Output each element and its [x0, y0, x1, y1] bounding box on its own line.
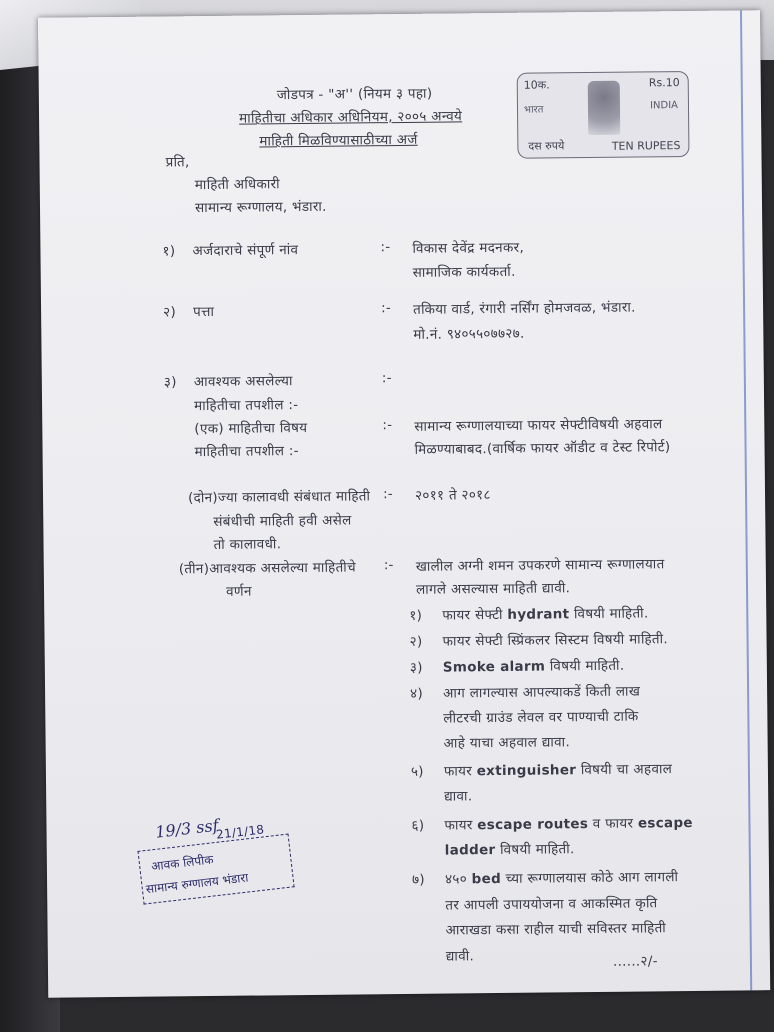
item7-line3: आराखडा कसा राहील याची सविस्तर माहिती	[445, 920, 667, 939]
item4-line2: लीटरची ग्राउंड लेवल वर पाण्याची टाकि	[443, 708, 639, 727]
header-line2: माहितीचा अधिकार अधिनियम, २००५ अन्वये	[239, 108, 463, 127]
field3a-value1: सामान्य रूग्णालयाच्या फायर सेफ्टीविषयी अहवाल	[414, 416, 663, 435]
header-line3: माहिती मिळविण्यासाठीच्या अर्ज	[259, 131, 418, 150]
item6-line2-b: विषयी माहिती.	[495, 841, 575, 859]
field3b-value: २०११ ते २०१८	[414, 487, 491, 504]
item5-number: ५)	[410, 763, 424, 780]
field3c-label1: (तीन)आवश्यक असलेल्या माहितीचे	[178, 559, 357, 578]
item6-line2-a: ladder	[444, 842, 496, 859]
field3a-label1: (एक) माहितीचा विषय	[194, 419, 308, 438]
item1-text	[442, 603, 648, 623]
seal-line1: आवक लिपीक	[150, 852, 215, 874]
item7-text	[445, 867, 678, 887]
field3a-value2: मिळण्याबाबद.(वार्षिक फायर ऑडीट व टेस्ट रिपोर्ट)	[414, 439, 671, 458]
field3-label1: आवश्यक असलेल्या	[193, 373, 293, 391]
item2-number: २)	[409, 633, 423, 650]
addressee-line2: सामान्य रूग्णालय, भंडारा.	[194, 198, 327, 217]
item7-text-c: च्या रूग्णालयास कोठे आग लागली	[500, 869, 679, 887]
field3c-value2: लागले असल्यास माहिती द्यावी.	[415, 580, 571, 598]
item6-text	[444, 813, 693, 834]
item6-number: ६)	[411, 817, 425, 834]
item5-text-b: extinguisher	[476, 762, 577, 780]
seal-line2: सामान्य रुग्णालय भंडारा	[145, 870, 250, 897]
field1-value2: सामाजिक कार्यकर्ता.	[412, 263, 516, 281]
header-line1: जोडपत्र - "अ'' (नियम ३ पहा)	[276, 85, 433, 104]
field3b-label3: तो कालावधी.	[213, 536, 282, 553]
item6-line2	[445, 839, 575, 858]
field3b-label1: (दोन)ज्या कालावधी संबंधात माहिती	[187, 488, 371, 507]
item3-text-b: विषयी माहिती.	[545, 657, 625, 675]
emblem-icon	[588, 81, 621, 135]
receipt-seal	[134, 807, 298, 909]
item1-text-c: विषयी माहिती.	[569, 605, 649, 623]
item6-text-d: escape	[637, 814, 693, 832]
item4-line1: आग लागल्यास आपल्याकडें किती लाख	[443, 683, 641, 702]
field2-value2: मो.नं. ९४०५५०७७२७.	[413, 325, 525, 343]
field2-value1: तकिया वार्ड, रंगारी नर्सिंग होमजवळ, भंडारा.	[413, 299, 636, 318]
addressee-prati: प्रति,	[165, 154, 190, 171]
item7-text-b: bed	[471, 870, 502, 888]
item3-text	[443, 656, 625, 676]
item2-text: फायर सेफ्टी स्प्रिंकलर सिस्टम विषयी माहिती.	[442, 631, 669, 650]
field3c-value1: खालील अग्नी शमन उपकरणे सामान्य रूग्णालयात	[415, 556, 665, 575]
field2-label: पत्ता	[193, 303, 215, 321]
field1-separator: :-	[380, 239, 391, 256]
stamp-bottom-right: TEN RUPEES	[611, 139, 681, 153]
item6-text-c: व फायर	[588, 815, 638, 833]
item7-line2: तर आपली उपाययोजना व आकस्मित कृति	[445, 895, 658, 914]
seal-signature: 19/3 ssf	[154, 815, 220, 842]
field1-label: अर्जदाराचे संपूर्ण नांव	[192, 242, 299, 260]
document-page	[38, 10, 770, 998]
item4-line3: आहे याचा अहवाल द्यावा.	[443, 734, 571, 752]
item5-text	[444, 759, 672, 779]
page-edge-line	[740, 10, 752, 990]
field3b-separator: :-	[382, 486, 394, 503]
item5-text-a: फायर	[443, 763, 477, 780]
stamp-bottom-left: दस रुपये	[528, 139, 565, 153]
item4-number: ४)	[410, 685, 424, 702]
field3-separator: :-	[381, 370, 392, 387]
stamp-mid-right: INDIA	[649, 100, 679, 112]
field3b-label2: संबंधीची माहिती हवी असेल	[213, 512, 352, 530]
stamp-mid-left: भारत	[523, 104, 544, 116]
item3-number: ३)	[409, 659, 423, 676]
item6-text-a: फायर	[444, 817, 478, 834]
seal-date: 21/1/18	[215, 822, 265, 842]
item6-text-b: escape routes	[477, 816, 589, 834]
field3c-label2: वर्णन	[225, 583, 252, 600]
field3a-separator: :-	[382, 417, 393, 434]
stamp-top-right: Rs.10	[648, 76, 680, 90]
item3-text-a: Smoke alarm	[442, 658, 546, 676]
field3c-separator: :-	[383, 557, 394, 574]
field2-number: २)	[163, 304, 177, 321]
item7-text-a: ४५०	[444, 871, 472, 888]
addressee-line1: माहिती अधिकारी	[194, 176, 280, 194]
item1-text-a: फायर सेफ्टी	[442, 606, 508, 624]
item7-number: ७)	[411, 871, 426, 888]
field1-number: १)	[162, 243, 176, 260]
item7-line4: द्यावी.	[445, 948, 475, 965]
item1-number: १)	[409, 607, 423, 624]
field3a-label2: माहितीचा तपशील :-	[194, 443, 299, 461]
item5-text-c: विषयी चा अहवाल	[576, 761, 673, 779]
stamp-top-left: 10क.	[523, 78, 550, 92]
item1-text-b: hydrant	[507, 606, 570, 623]
field1-value1: विकास देवेंद्र मदनकर,	[412, 239, 525, 257]
field2-separator: :-	[380, 300, 392, 317]
revenue-stamp	[517, 71, 690, 159]
item5-line2: द्यावा.	[444, 788, 473, 805]
field3-label2: माहितीचा तपशील :-	[194, 397, 299, 415]
page-continuation-marker: ......२/-	[612, 953, 658, 970]
field3-number: ३)	[163, 374, 177, 391]
